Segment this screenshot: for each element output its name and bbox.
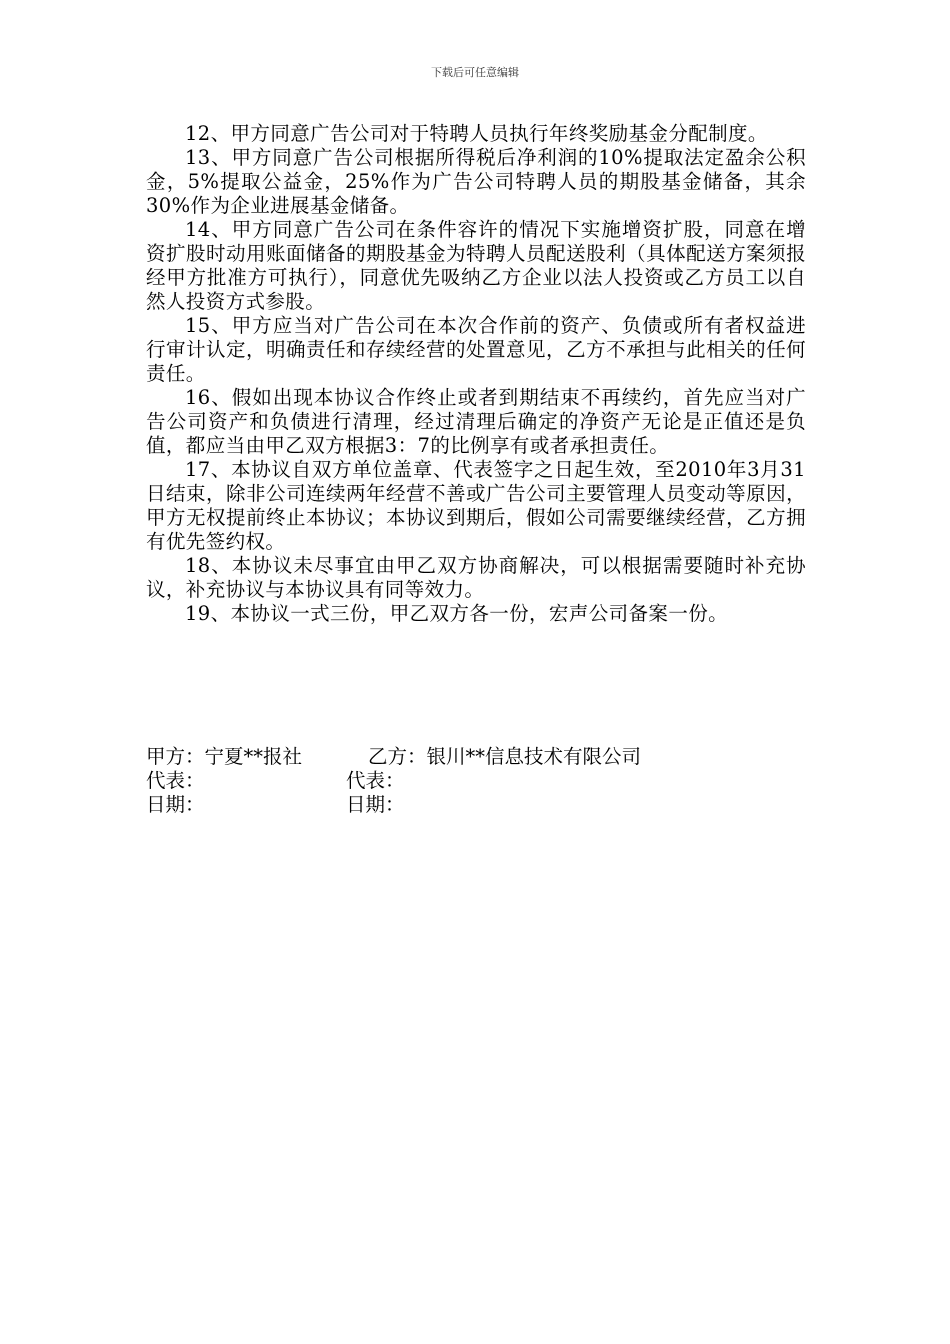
signature-representative-row (146, 769, 806, 793)
clause-16: 16、假如出现本协议合作终止或者到期结束不再续约，首先应当对广告公司资产和负债进行清理，经过清理后确定的净资产无论是正值还是负值，都应当由甲乙双方根据3：7的比例享有或者承担责任。 (146, 386, 806, 457)
party-b-label: 乙方：银川**信息技术有限公司 (368, 745, 642, 768)
clause-18: 18、本协议未尽事宜由甲乙双方协商解决，可以根据需要随时补充协议，补充协议与本协议具有同等效力。 (146, 554, 806, 601)
header-note: 下载后可任意编辑 (431, 66, 519, 79)
clause-17: 17、本协议自双方单位盖章、代表签字之日起生效，至2010年3月31日结束，除非公司连续两年经营不善或广告公司主要管理人员变动等原因，甲方无权提前终止本协议；本协议到期后，假如公司需要继续经营，乙方拥有优先签约权。 (146, 458, 806, 553)
party-a-representative: 代表： (146, 769, 205, 792)
signature-date-row (146, 793, 806, 817)
party-a-date: 日期： (146, 793, 205, 816)
clause-19: 19、本协议一式三份，甲乙双方各一份，宏声公司备案一份。 (185, 602, 729, 625)
clause-15: 15、甲方应当对广告公司在本次合作前的资产、负债或所有者权益进行审计认定，明确责任和存续经营的处置意见，乙方不承担与此相关的任何责任。 (146, 314, 806, 385)
signature-block (146, 745, 806, 817)
party-b-date: 日期： (346, 793, 405, 816)
party-b-representative: 代表： (346, 769, 405, 792)
party-a-label: 甲方：宁夏**报社 (146, 745, 303, 768)
agreement-body (146, 122, 806, 626)
signature-parties-row (146, 745, 806, 769)
clause-14: 14、甲方同意广告公司在条件容许的情况下实施增资扩股，同意在增资扩股时动用账面储备的期股基金为特聘人员配送股利（具体配送方案须报经甲方批准方可执行），同意优先吸纳乙方企业以法人投资或乙方员工以自然人投资方式参股。 (146, 218, 806, 313)
clause-12: 12、甲方同意广告公司对于特聘人员执行年终奖励基金分配制度。 (185, 122, 768, 145)
clause-13: 13、甲方同意广告公司根据所得税后净利润的10%提取法定盈余公积金，5%提取公益金，25%作为广告公司特聘人员的期股基金储备，其余30%作为企业进展基金储备。 (146, 146, 806, 217)
